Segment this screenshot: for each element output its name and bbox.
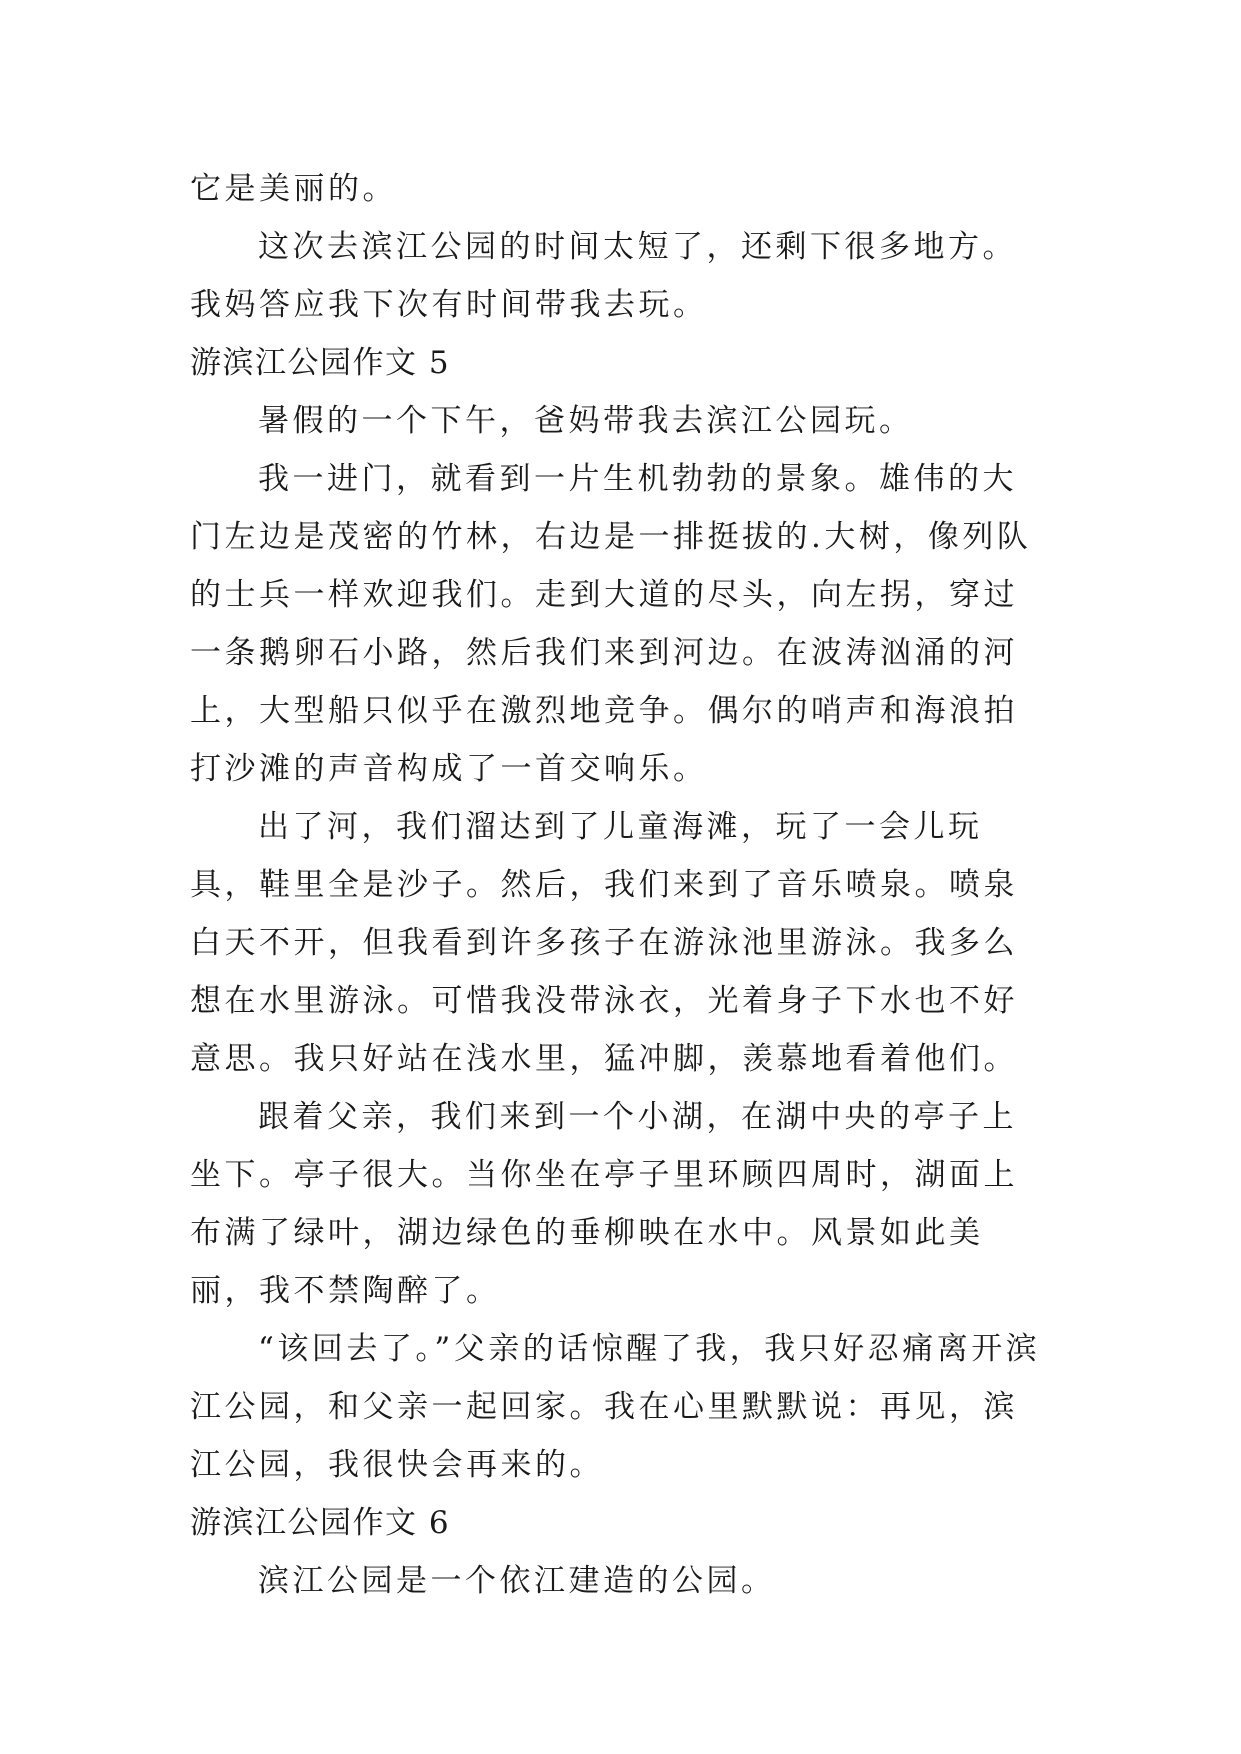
paragraph-text: 暑假的一个下午，爸妈带我去滨江公园玩。 [258,403,914,439]
section-heading: 游滨江公园作文 6 [190,1505,451,1541]
paragraph-text: 出了河，我们溜达到了儿童海滩，玩了一会儿玩具，鞋里全是沙子。然后，我们来到了音乐喷泉。喷泉白天不开，但我看到许多孩子在游泳池里游泳。我多么想在水里游泳。可惜我没带泳衣，光着身子下水也不好意思。我只好站在浅水里，猛冲脚，羡慕地看着他们。 [190,809,1018,1077]
paragraph-text: 我一进门，就看到一片生机勃勃的景象。雄伟的大门左边是茂密的竹林，右边是一排挺拔的.大树，像列队的士兵一样欢迎我们。走到大道的尽头，向左拐，穿过一条鹅卵石小路，然后我们来到河边。在波涛汹涌的河上，大型船只似乎在激烈地竞争。偶尔的哨声和海浪拍打沙滩的声音构成了一首交响乐。 [190,461,1032,787]
paragraph-text: 滨江公园是一个依江建造的公园。 [258,1563,776,1599]
paragraph-text: “该回去了。”父亲的话惊醒了我，我只好忍痛离开滨江公园，和父亲一起回家。我在心里默默说：再见，滨江公园，我很快会再来的。 [190,1331,1041,1483]
paragraph-text: 它是美丽的。 [190,171,397,207]
section-heading: 游滨江公园作文 5 [190,345,451,381]
paragraph-text: 跟着父亲，我们来到一个小湖，在湖中央的亭子上坐下。亭子很大。当你坐在亭子里环顾四周时，湖面上布满了绿叶，湖边绿色的垂柳映在水中。风景如此美丽，我不禁陶醉了。 [190,1099,1018,1309]
document-body [190,160,1050,1610]
paragraph-text: 这次去滨江公园的时间太短了，还剩下很多地方。我妈答应我下次有时间带我去玩。 [190,229,1017,323]
